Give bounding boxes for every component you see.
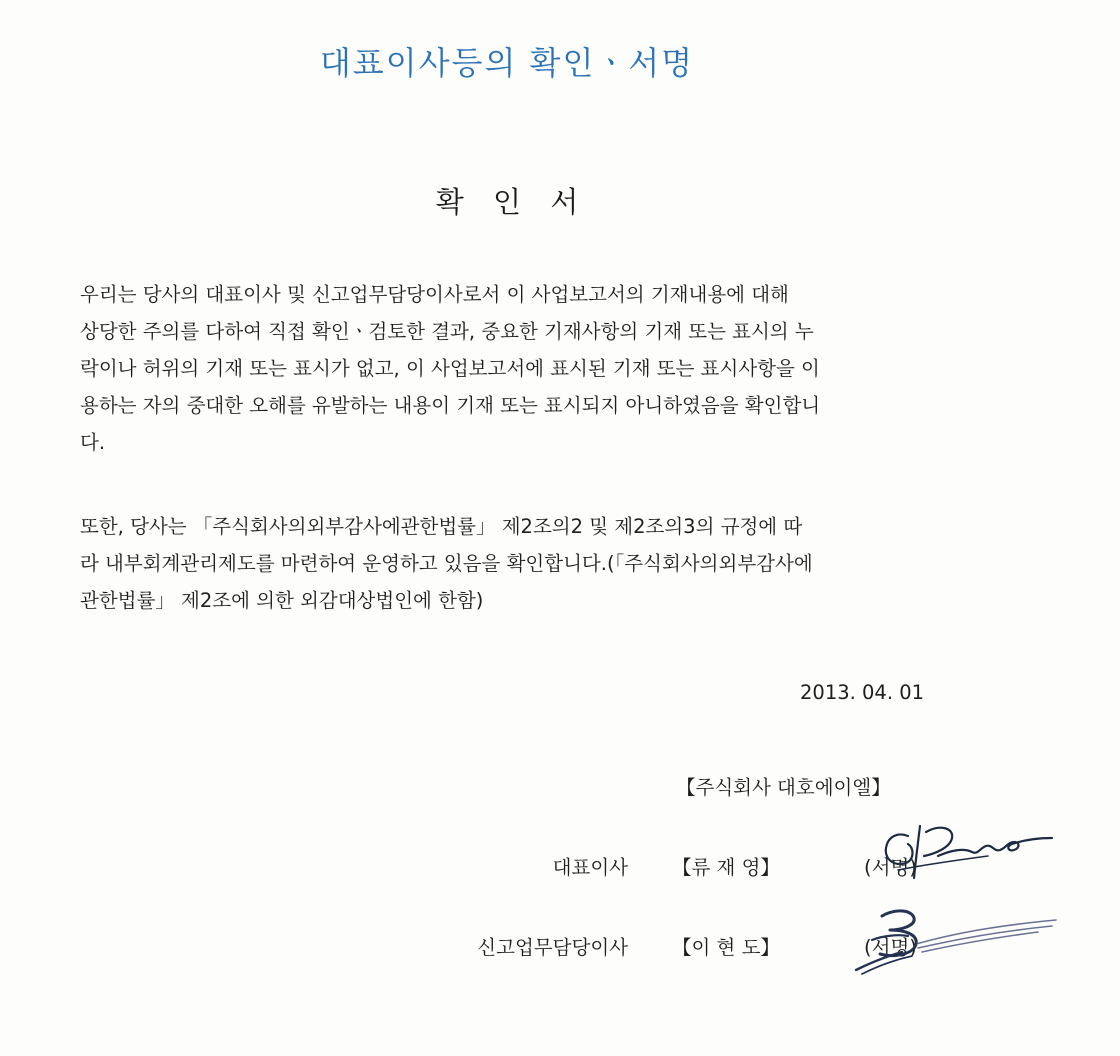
reporting-director-signature-row <box>0 932 1120 968</box>
paragraph-line: 다. <box>80 431 106 454</box>
paragraph-line: 우리는 당사의 대표이사 및 신고업무담당이사로서 이 사업보고서의 기재내용에 대해 <box>80 283 789 306</box>
signatory-name: 【이 현 도】 <box>672 936 780 959</box>
paragraph-line: 상당한 주의를 다하여 직접 확인ㆍ검토한 결과, 중요한 기재사항의 기재 또는 표시의 누 <box>80 320 814 343</box>
signatory-name: 【류 재 영】 <box>672 856 780 879</box>
signatory-role: 신고업무담당이사 <box>477 936 628 959</box>
confirmation-paragraph <box>80 276 960 461</box>
document-title: 확 인 서 <box>435 185 589 219</box>
paragraph-line: 관한법률」 제2조에 의한 외감대상법인에 한함) <box>80 589 484 612</box>
company-name: 【주식회사 대호에이엘】 <box>676 776 891 799</box>
ceo-signature-row <box>0 852 1120 888</box>
signature-label: (서명) <box>864 936 917 959</box>
paragraph-line: 용하는 자의 중대한 오해를 유발하는 내용이 기재 또는 표시되지 아니하였음을 확인합니 <box>80 394 821 417</box>
signature-label: (서명) <box>864 856 917 879</box>
signatory-role: 대표이사 <box>552 856 628 879</box>
internal-control-paragraph <box>80 508 960 619</box>
header-title: 대표이사등의 확인ㆍ서명 <box>319 44 695 82</box>
paragraph-line: 락이나 허위의 기재 또는 표시가 없고, 이 사업보고서에 표시된 기재 또는 표시사항을 이 <box>80 357 820 380</box>
paragraph-line: 라 내부회계관리제도를 마련하여 운영하고 있음을 확인합니다.(「주식회사의외부감사에 <box>80 552 813 575</box>
document-date: 2013. 04. 01 <box>800 681 925 704</box>
paragraph-line: 또한, 당사는 「주식회사의외부감사에관한법률」 제2조의2 및 제2조의3의 규정에 따 <box>80 515 803 538</box>
